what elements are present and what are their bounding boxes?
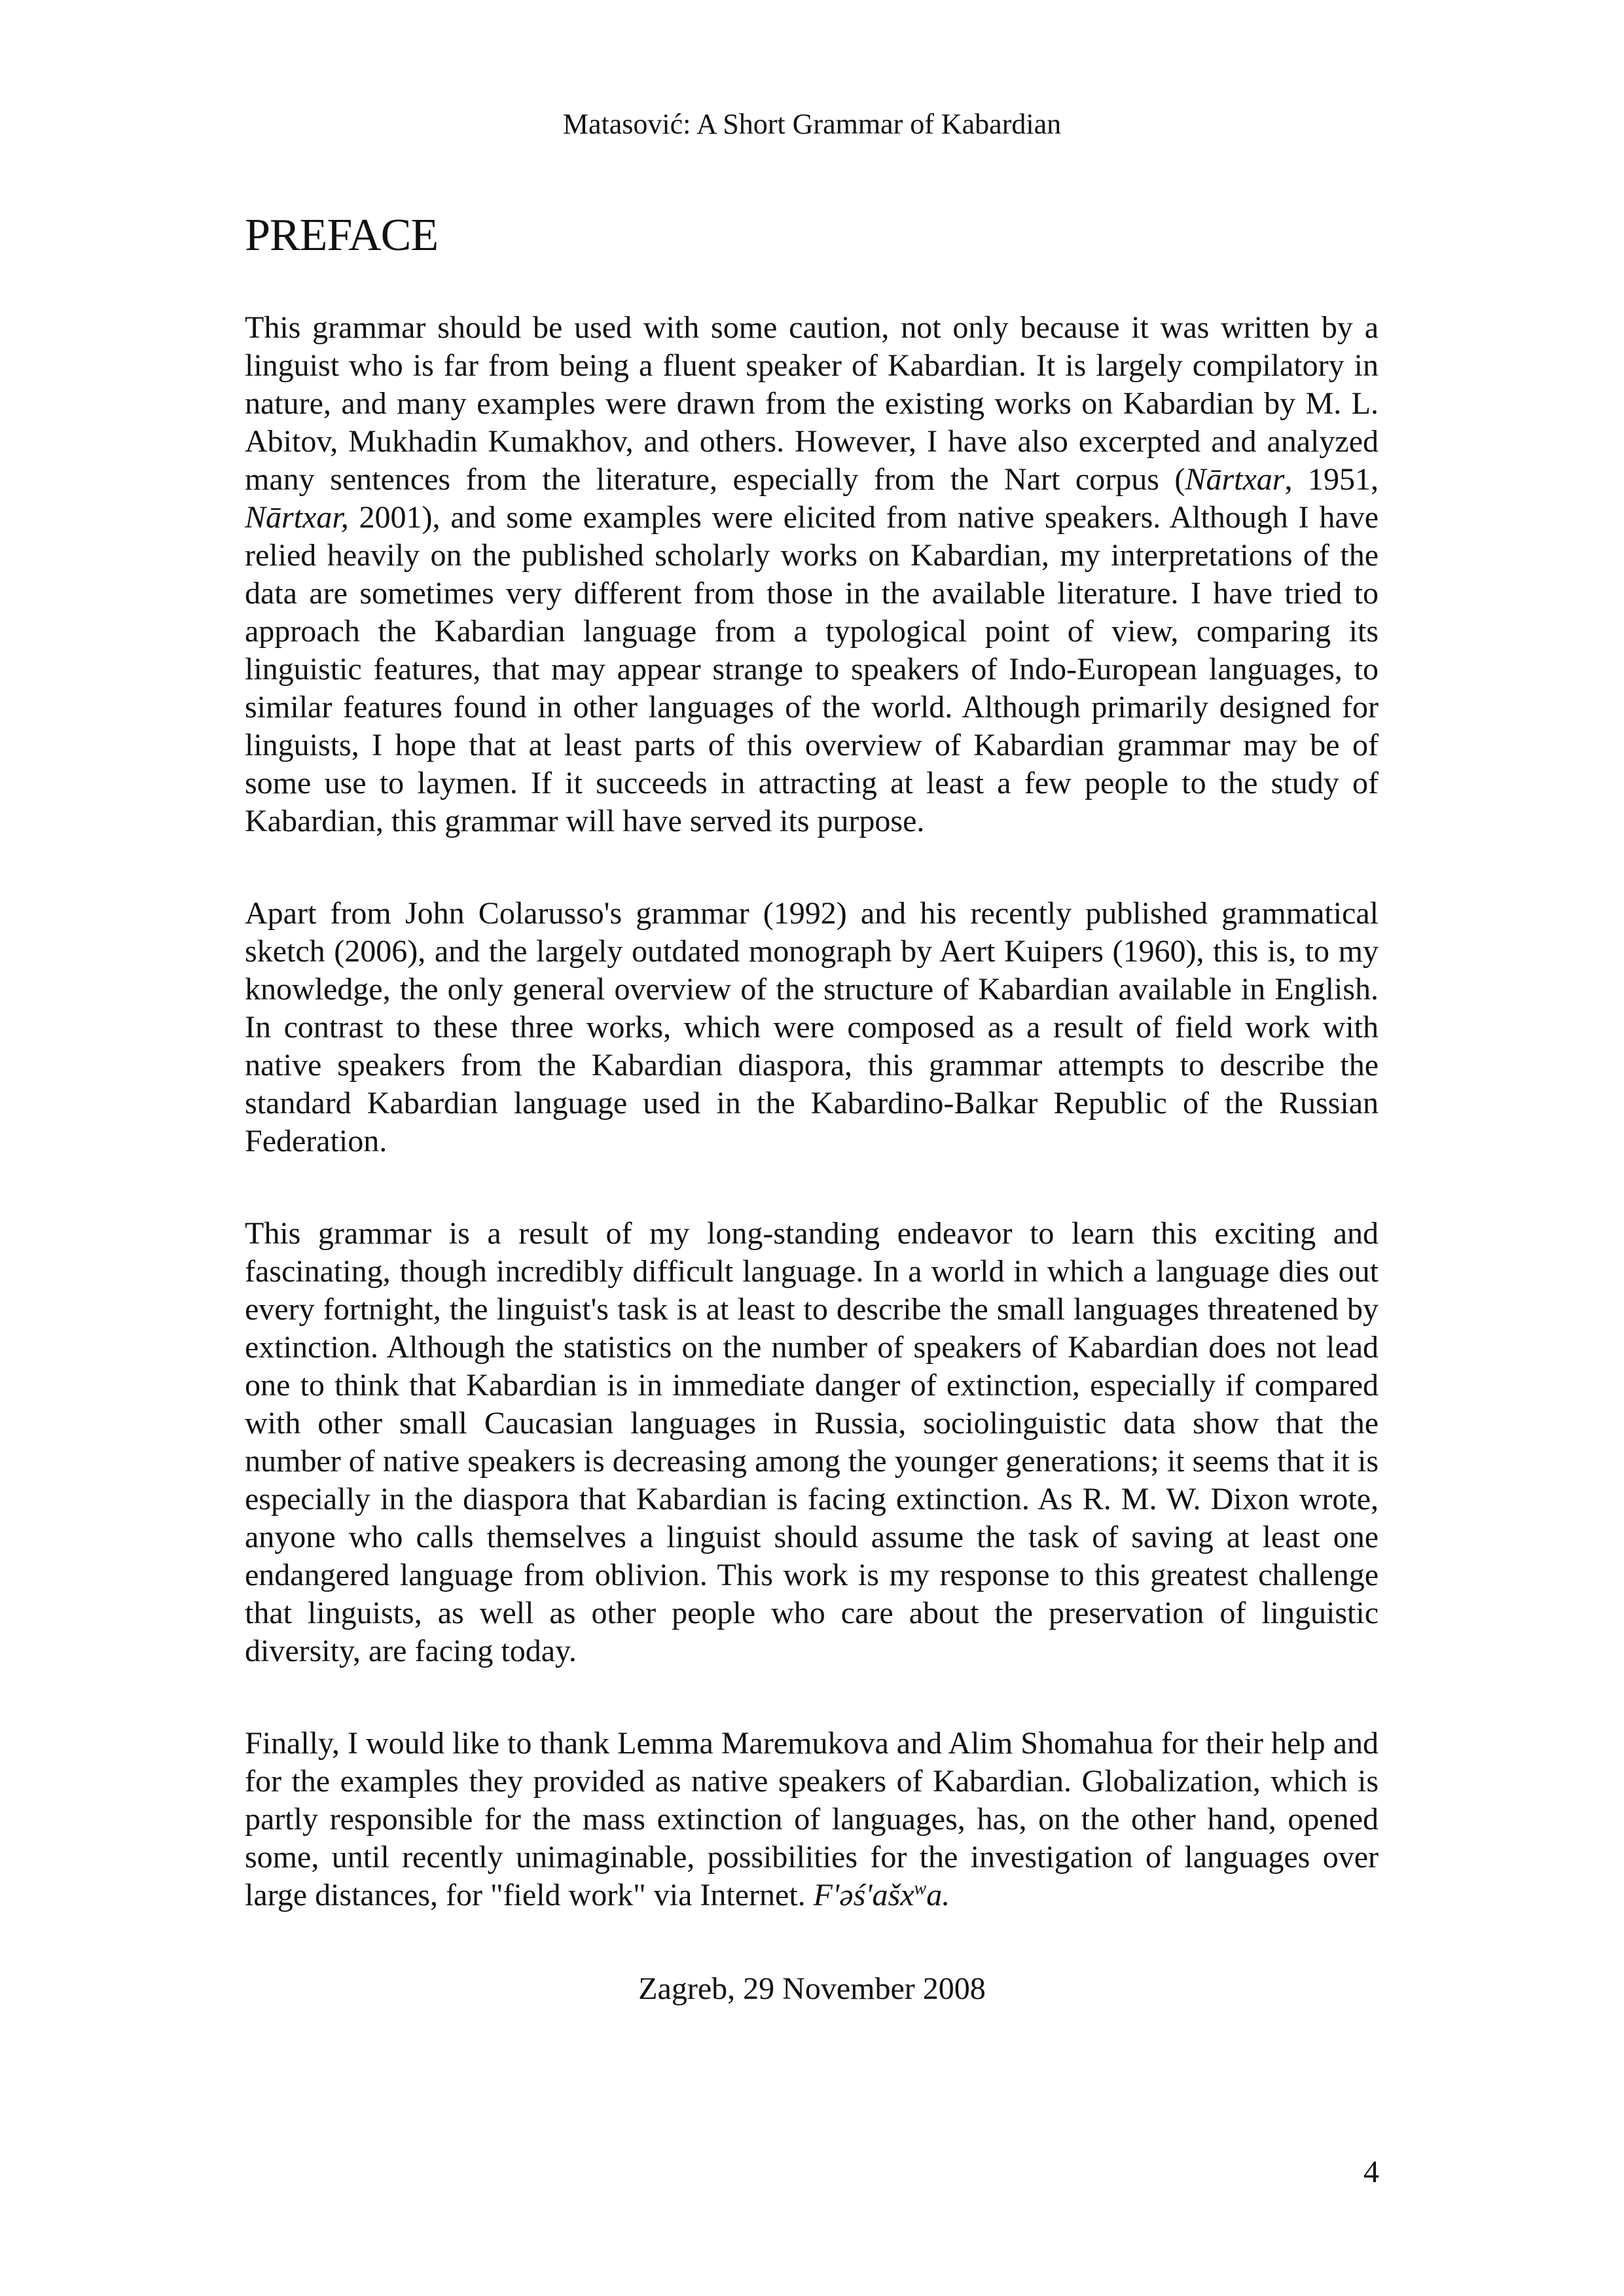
paragraph-1 [245, 309, 1379, 840]
nartxar-citation-1: Nārtxar [1185, 462, 1285, 497]
page-number: 4 [1363, 2155, 1379, 2189]
paragraph-4 [245, 1725, 1379, 1914]
kabardian-thanks-phrase [814, 1878, 950, 1912]
preface-body [245, 309, 1379, 1969]
paragraph-1-text-c: 2001), and some examples were elicited from native speakers. Although I have relied heavily on the published scholarly works on Kabardian, my interpretations of the data are sometimes very different from those in the available literature. I have tried to approach the Kabardian language from a typological point of view, comparing its linguistic features, that may appear strange to speakers of Indo-European languages, to similar features found in other languages of the world. Although primarily designed for linguists, I hope that at least parts of this overview of Kabardian grammar may be of some use to laymen. If it succeeds in attracting at least a few people to the study of Kabardian, this grammar will have served its purpose. [245, 500, 1379, 838]
paragraph-1-text-a: This grammar should be used with some caution, not only because it was written by a linguist who is far from being a fluent speaker of Kabardian. It is largely compilatory in nature, and many examples were drawn from the existing works on Kabardian by M. L. Abitov, Mukhadin Kumakhov, and others. However, I have also excerpted and analyzed many sentences from the literature, especially from the Nart corpus ( [245, 310, 1379, 497]
kabardian-phrase-part-a: F'əś'ašx [813, 1878, 914, 1912]
nartxar-citation-2: Nārtxar, [245, 500, 349, 535]
paragraph-2: Apart from John Colarusso's grammar (1992) and his recently published grammatical sketch (2006), and the largely outdated monograph by Aert Kuipers (1960), this is, to my knowledge, the only general overview of the structure of Kabardian available in English. In contrast to these three works, which were composed as a result of field work with native speakers from the Kabardian diaspora, this grammar attempts to describe the standard Kabardian language used in the Kabardino-Balkar Republic of the Russian Federation. [245, 896, 1379, 1158]
running-header: Matasović: A Short Grammar of Kabardian [562, 108, 1062, 140]
paragraph-4-text: Finally, I would like to thank Lemma Maremukova and Alim Shomahua for their help and for the examples they provided as native speakers of Kabardian. Globalization, which is partly responsible for the mass extinction of languages, has, on the other hand, opened some, until recently unimaginable, possibilities for the investigation of languages over large distances, for "field work" via Internet. [245, 1726, 1379, 1912]
kabardian-phrase-superscript: w [914, 1878, 927, 1899]
paragraph-1-text-b: , 1951, [1284, 462, 1379, 497]
paragraph-3: This grammar is a result of my long-standing endeavor to learn this exciting and fascinating, though incredibly difficult language. In a world in which a language dies out every fortnight, the linguist's task is at least to describe the small languages threatened by extinction. Although the statistics on the number of speakers of Kabardian does not lead one to think that Kabardian is in immediate danger of extinction, especially if compared with other small Caucasian languages in Russia, sociolinguistic data show that the number of native speakers is decreasing among the younger generations; it seems that it is especially in the diaspora that Kabardian is facing extinction. As R. M. W. Dixon wrote, anyone who calls themselves a linguist should assume the task of saving at least one endangered language from oblivion. This work is my response to this greatest challenge that linguists, as well as other people who care about the preservation of linguistic diversity, are facing today. [245, 1216, 1379, 1668]
section-title: PREFACE [245, 210, 439, 260]
signature-date: Zagreb, 29 November 2008 [638, 1971, 986, 2006]
kabardian-phrase-part-b: a. [926, 1878, 950, 1912]
